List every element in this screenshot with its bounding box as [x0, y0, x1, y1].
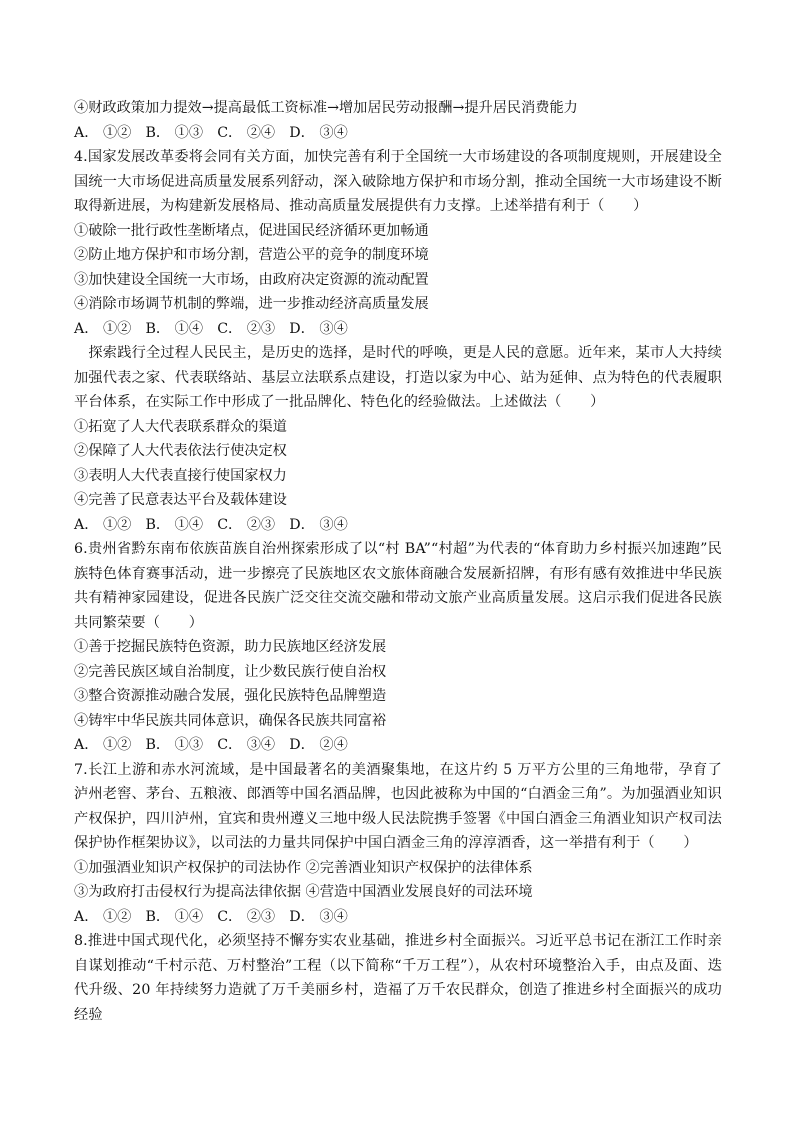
q6-option-2: ②完善民族区域自治制度，让少数民族行使自治权: [74, 663, 387, 680]
q4-stem: 4.国家发展改革委将会同有关方面，加快完善有利于全国统一大市场建设的各项制度规则，开展建设全国统一大市场促进高质量发展系列舒动，深入破除地方保护和市场分割，推动全国统一大市场建设不断取得新进展，为构建新发展格局、推动高质量发展提供有力支撑。上述举措有利于（ ）: [74, 149, 722, 214]
q4-option-2: ②防止地方保护和市场分割，营造公平的竞争的制度环境: [74, 247, 429, 263]
q6-option-1: ①善于挖掘民族特色资源，助力民族地区经济发展: [74, 639, 387, 655]
q7-options-3-4: ③为政府打击侵权行为提高法律依据 ④营造中国酒业发展良好的司法环境: [74, 884, 533, 900]
q4-answer-choices: A． ①② B． ①④ C． ②③ D． ③④: [74, 320, 348, 337]
q3-answer-choices: A． ①② B． ①③ C． ②④ D． ③④: [74, 124, 348, 141]
q6-stem: 6.贵州省黔东南布依族苗族自治州探索形成了以“村 BA”“村超”为代表的“体育助力乡村振兴加速跑”民族特色体育赛事活动，进一步擦亮了民族地区农文旅体商融合发展新招牌，有形有感有效推进中华民族共有精神家园建设，促进各民族广泛交往交流交融和带动文旅产业高质量发展。这启示我们促进各民族共同繁荣要（ ）: [74, 541, 722, 631]
q5-option-2: ②保障了人大代表依法行使决定权: [74, 443, 287, 459]
q4-option-4: ④消除市场调节机制的弊端，进一步推动经济高质量发展: [74, 296, 429, 312]
q4-option-1: ①破除一批行政性垄断堵点，促进国民经济循环更加畅通: [74, 222, 429, 239]
q5-stem: 探索践行全过程人民民主，是历史的选择，是时代的呼唤，更是人民的意愿。近年来，某市人大持续加强代表之家、代表联络站、基层立法联系点建设，打造以家为中心、站为延伸、点为特色的代表履职平台体系，在实际工作中形成了一批品牌化、特色化的经验做法。上述做法（ ）: [74, 345, 722, 410]
q5-answer-choices: A． ①② B． ①④ C． ②③ D． ③④: [74, 516, 348, 533]
q6-answer-choices: A． ①② B． ①③ C． ③④ D． ②④: [74, 737, 348, 753]
q7-stem: 7.长江上游和赤水河流域，是中国最著名的美酒聚集地，在这片约 5 万平方公里的三角地带，孕育了泸州老窖、茅台、五粮液、郎酒等中国名酒品牌，也因此被称为中国的“白酒金三角”。为加强酒业知识产权保护，四川泸州，宜宾和贵州遵义三地中级人民法院携手签署《中国白酒金三角酒业知识产权司法保护协作框架协议》，以司法的力量共同保护中国白酒金三角的淳淳酒香，这一举措有利于（ ）: [74, 761, 722, 851]
q6-option-4: ④铸牢中华民族共同体意识，确保各民族共同富裕: [74, 712, 387, 729]
q7-options-1-2: ①加强酒业知识产权保护的司法协作 ②完善酒业知识产权保护的法律体系: [74, 859, 533, 876]
q5-option-1: ①拓宽了人大代表联系群众的渠道: [74, 418, 287, 435]
q3-option-4: ④财政政策加力提效→提高最低工资标准→增加居民劳动报酬→提升居民消费能力: [74, 100, 578, 116]
q7-answer-choices: A． ①② B． ①④ C． ②③ D． ③④: [74, 908, 348, 925]
q5-option-3: ③表明人大代表直接行使国家权力: [74, 467, 287, 484]
q5-option-4: ④完善了民意表达平台及载体建设: [74, 492, 287, 508]
exam-page: [74, 96, 722, 1027]
q6-option-3: ③整合资源推动融合发展，强化民族特色品牌塑造: [74, 688, 387, 704]
q4-option-3: ③加快建设全国统一大市场，由政府决定资源的流动配置: [74, 271, 429, 288]
q8-stem: 8.推进中国式现代化，必须坚持不懈夯实农业基础，推进乡村全面振兴。习近平总书记在浙江工作时亲自谋划推动“千村示范、万村整治”工程（以下简称“千万工程”），从农村环境整治入手，由点及面、迭代升级、20 年持续努力造就了万千美丽乡村，造福了万千农民群众，创造了推进乡村全面振兴的成功经验: [74, 933, 722, 1023]
